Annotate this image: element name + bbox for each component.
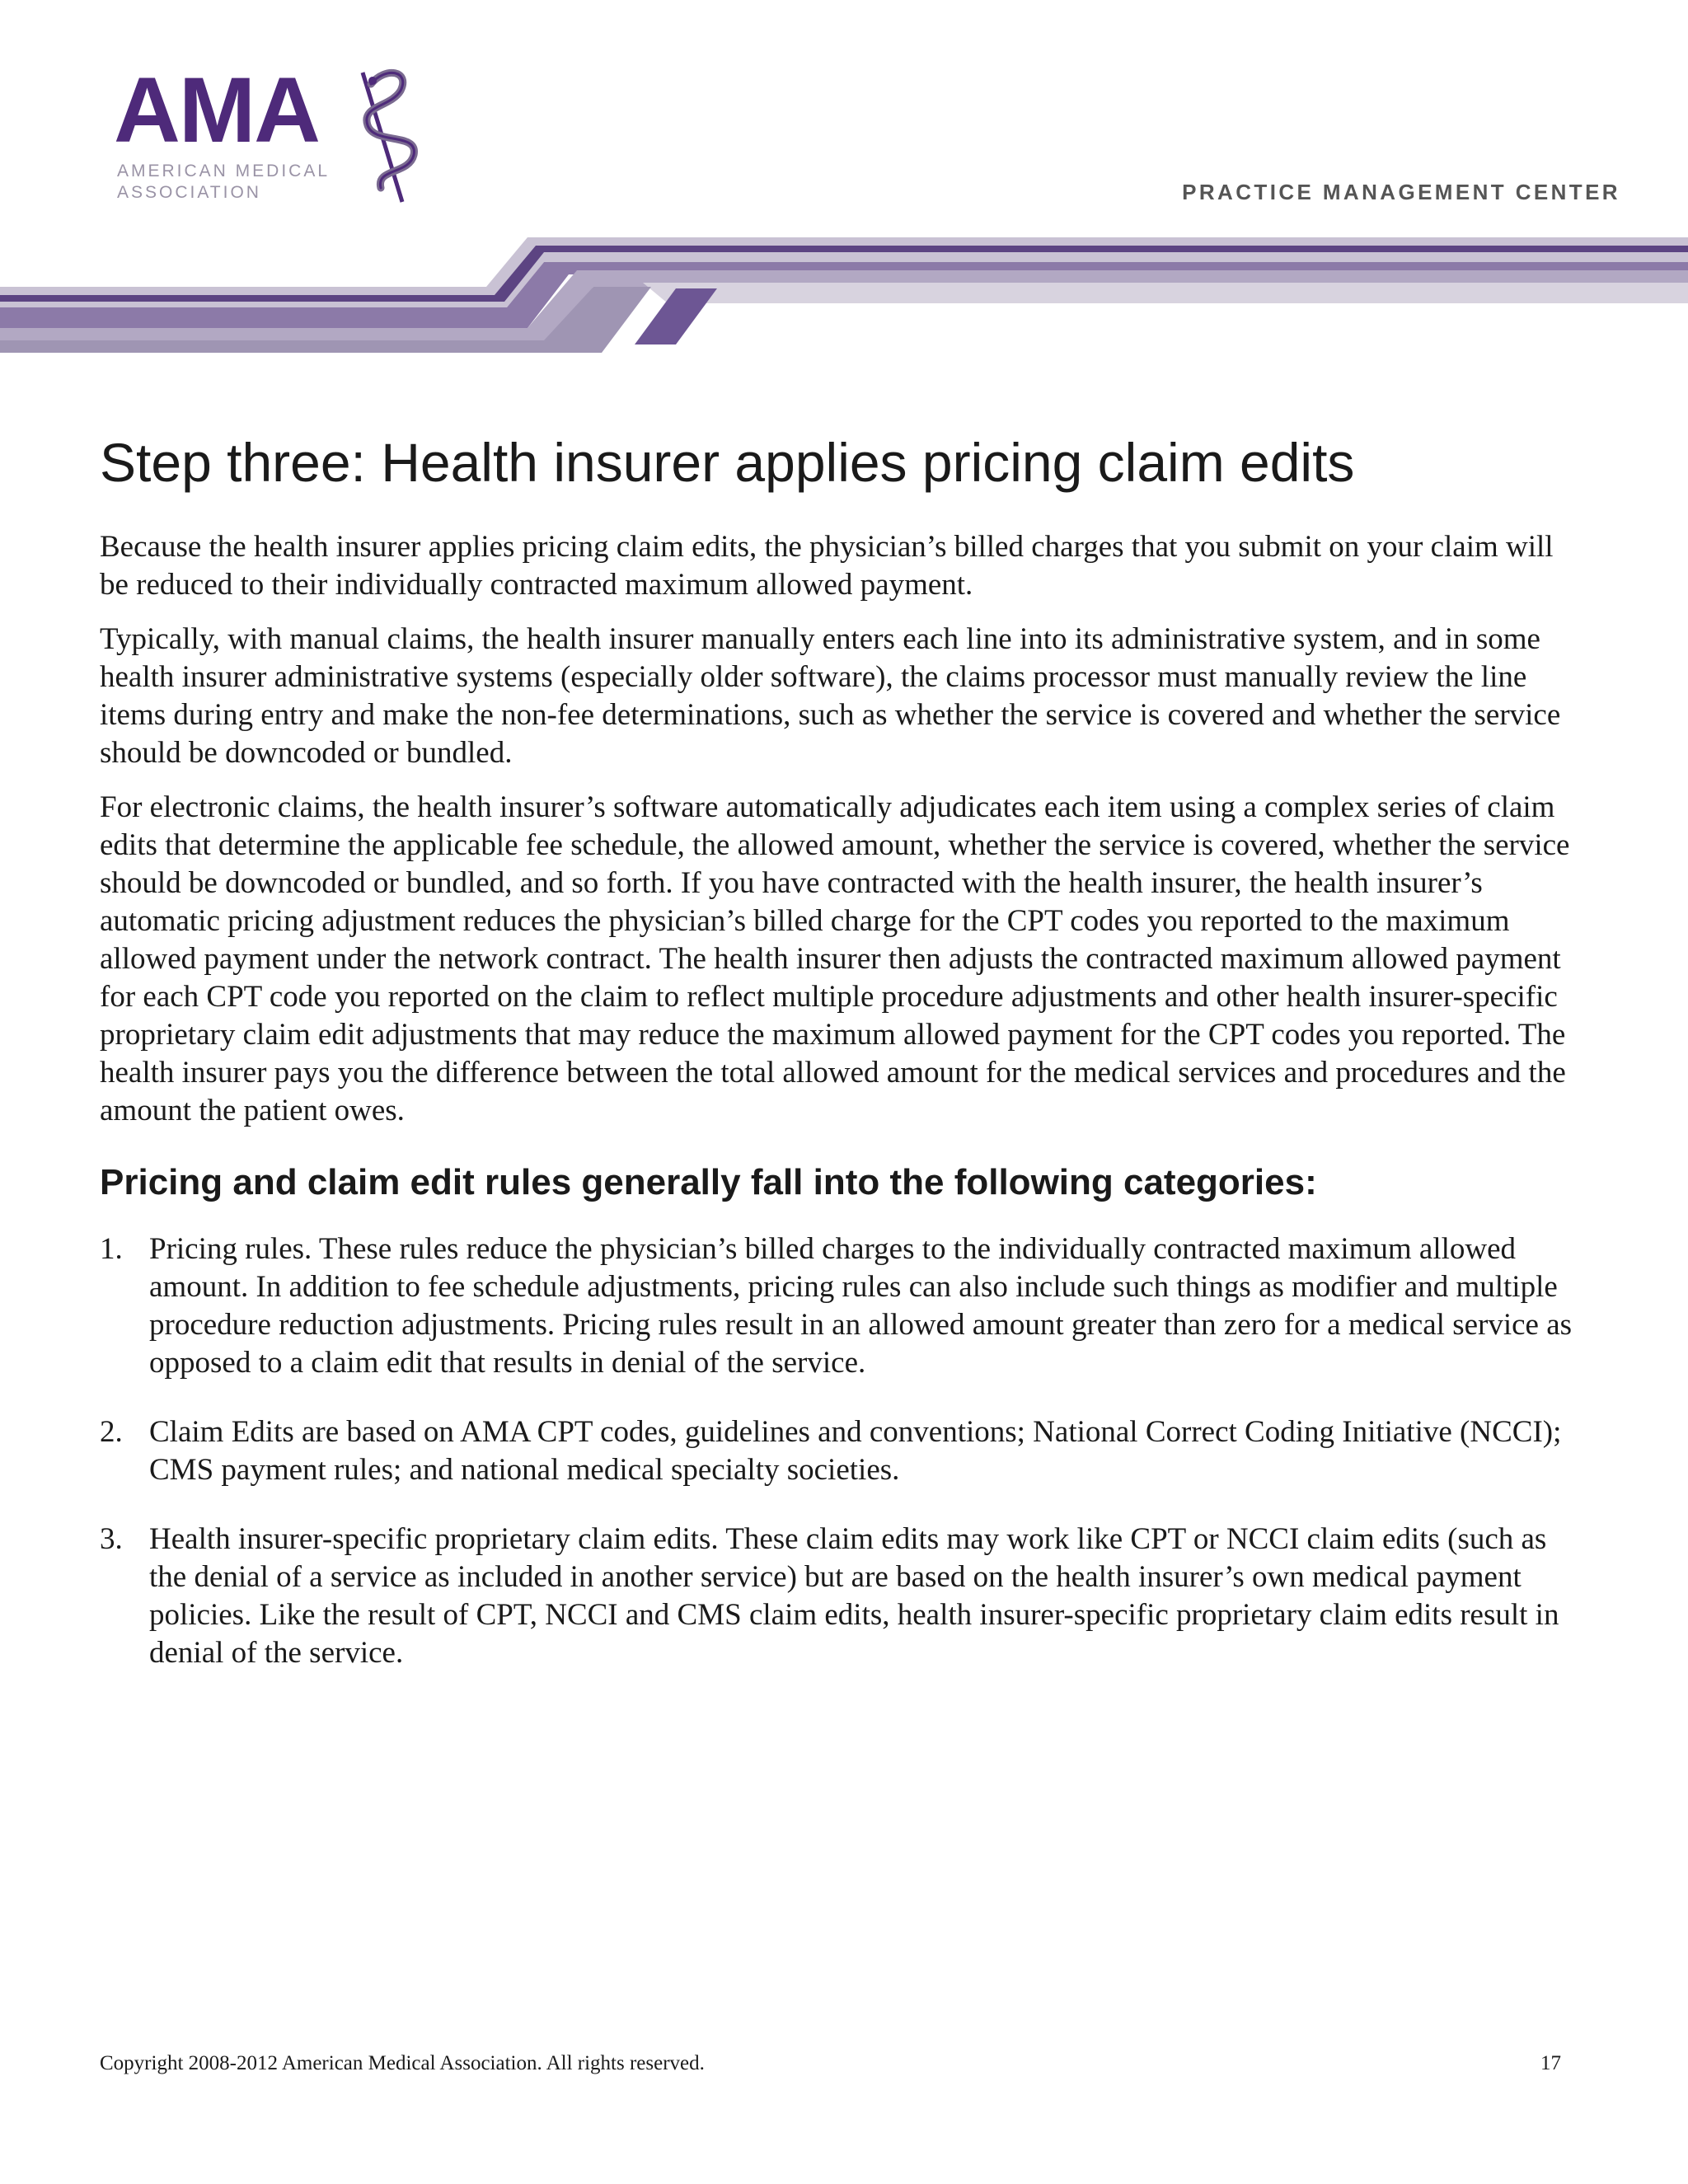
list-number: 2.	[100, 1415, 123, 1449]
page-footer	[100, 2052, 1561, 2075]
list-item	[100, 1230, 1583, 1382]
list-item-text: Health insurer-specific proprietary claim edits. These claim edits may work like CPT or NCCI claim edits (such as the denial of a service as included in another service) but are based on the health insurer’s own medical payment policies. Like the result of CPT, NCCI and CMS claim edits, health insurer-specific proprietary claim edits result in denial of the service.	[149, 1522, 1559, 1670]
logo-subtitle: AMERICAN MEDICAL ASSOCIATION	[117, 162, 331, 202]
caduceus-icon	[353, 66, 435, 206]
practice-management-center-label: PRACTICE MANAGEMENT CENTER	[1182, 180, 1620, 204]
copyright-notice: Copyright 2008-2012 American Medical Association. All rights reserved.	[100, 2052, 705, 2074]
paragraph-3: For electronic claims, the health insurer’s software automatically adjudicates each item using a complex series of claim edits that determine the applicable fee schedule, the allowed amount, whether the service is covered, whether the service should be downcoded or bundled, and so forth. If you have contracted with the health insurer, the health insurer’s automatic pricing adjustment reduces the physician’s billed charge for the CPT codes you reported to the maximum allowed payment under the network contract. The health insurer then adjusts the contracted maximum allowed payment for each CPT code you reported on the claim to reflect multiple procedure adjustments and other health insurer-specific proprietary claim edit adjustments that may reduce the maximum allowed payment for the CPT codes you reported. The health insurer pays you the difference between the total allowed amount for the medical services and procedures and the amount the patient owes.	[100, 790, 1570, 1127]
categories-list	[100, 1230, 1583, 1672]
paragraph-1: Because the health insurer applies pricing claim edits, the physician’s billed charges that you submit on your claim will be reduced to their individually contracted maximum allowed payment.	[100, 530, 1554, 602]
list-number: 1.	[100, 1232, 123, 1266]
logo-wordmark: AMA	[114, 59, 320, 162]
list-number: 3.	[100, 1522, 123, 1556]
header-banner	[0, 237, 1688, 361]
page-content	[100, 424, 1583, 1704]
page-title: Step three: Health insurer applies pricing claim edits	[100, 432, 1355, 493]
list-item	[100, 1413, 1583, 1489]
ama-logo	[114, 59, 435, 209]
section-subheading: Pricing and claim edit rules generally fall into the following categories:	[100, 1162, 1317, 1202]
paragraph-2: Typically, with manual claims, the health insurer manually enters each line into its administrative system, and in some health insurer administrative systems (especially older software), the claims processor must manually review the line items during entry and make the non-fee determinations, such as whether the service is covered and whether the service should be downcoded or bundled.	[100, 622, 1561, 770]
list-item-text: Pricing rules. These rules reduce the physician’s billed charges to the individually contracted maximum allowed amount. In addition to fee schedule adjustments, pricing rules can also include such things as modifier and multiple procedure reduction adjustments. Pricing rules result in an allowed amount greater than zero for a medical service as opposed to a claim edit that results in denial of the service.	[149, 1232, 1573, 1380]
list-item	[100, 1521, 1583, 1672]
page-number: 17	[1540, 2052, 1561, 2074]
list-item-text: Claim Edits are based on AMA CPT codes, guidelines and conventions; National Correct Coding Initiative (NCCI); CMS payment rules; and national medical specialty societies.	[149, 1415, 1562, 1487]
